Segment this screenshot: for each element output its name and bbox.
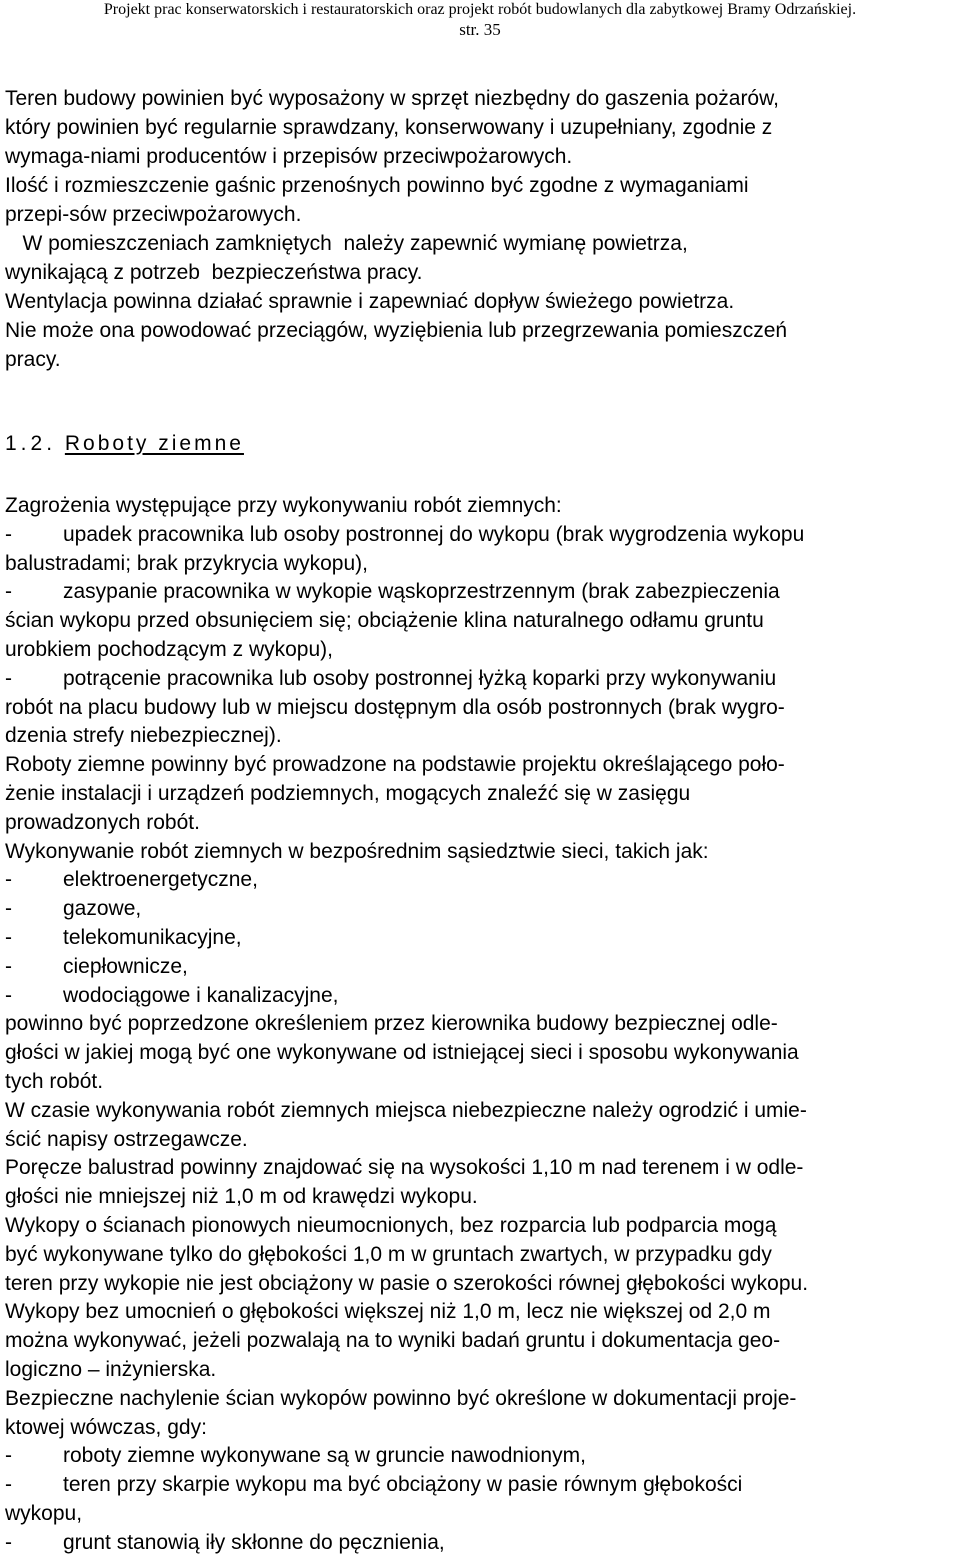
line-text: dzenia strefy niebezpiecznej). (5, 724, 282, 748)
line-text: żenie instalacji i urządzeń podziemnych, mogących znaleźć się w zasięgu (5, 781, 691, 805)
line-text: W czasie wykonywania robót ziemnych miejsca niebezpieczne należy ogrodzić i umie- (5, 1098, 807, 1122)
text-line (5, 492, 957, 521)
line-text: logiczno – inżynierska. (5, 1357, 217, 1381)
line-text: można wykonywać, jeżeli pozwalają na to wyniki badań gruntu i dokumentacja geo- (5, 1329, 781, 1353)
text-line: Teren budowy powinien być wyposażony w sprzęt niezbędny do gaszenia pożarów, (5, 87, 779, 110)
line-text: zasypanie pracownika w wykopie wąskoprzestrzennym (brak zabezpieczenia (63, 580, 780, 604)
text-line (5, 1126, 957, 1155)
line-text: Zagrożenia występujące przy wykonywaniu robót ziemnych: (5, 494, 562, 517)
text-line (5, 1327, 957, 1356)
line-text: teren przy wykopie nie jest obciążony w pasie o szerokości równej głębokości wykopu. (5, 1271, 809, 1295)
list-dash: - (5, 522, 12, 546)
line-text: Wykopy bez umocnień o głębokości większej niż 1,0 m, lecz nie większej od 2,0 m (5, 1300, 771, 1324)
line-text: robót na placu budowy lub w miejscu dostępnym dla osób postronnych (brak wygro- (5, 695, 785, 719)
line-text: wykopu, (5, 1501, 83, 1525)
section-heading (5, 429, 957, 458)
text-line: pracy. (5, 348, 61, 371)
text-line (5, 1039, 957, 1068)
text-line (5, 1097, 957, 1126)
blank-line (5, 374, 957, 403)
list-dash: - (5, 1530, 12, 1554)
list-dash: - (5, 954, 12, 978)
text-line (5, 1298, 957, 1327)
line-text: elektroenergetyczne, (63, 868, 258, 892)
text-line (5, 694, 957, 723)
line-text: powinno być poprzedzone określeniem przez kierownika budowy bezpiecznej odle- (5, 1012, 778, 1036)
text-line: Nie może ona powodować przeciągów, wyziębienia lub przegrzewania pomieszczeń (5, 319, 788, 342)
text-line (5, 1270, 957, 1299)
text-line (5, 1241, 957, 1270)
line-text: Roboty ziemne powinny być prowadzone na podstawie projektu określającego poło- (5, 753, 785, 777)
list-item (5, 1442, 957, 1471)
line-text: wodociągowe i kanalizacyjne, (63, 983, 339, 1007)
text-line (5, 751, 957, 780)
document-body (5, 84, 957, 1557)
text-line (5, 780, 957, 809)
line-text: Bezpieczne nachylenie ścian wykopów powinno być określone w dokumentacji proje- (5, 1386, 797, 1410)
line-text: ścić napisy ostrzegawcze. (5, 1127, 248, 1151)
text-line: wymaga-niami producentów i przepisów przeciwpożarowych. (5, 145, 573, 168)
list-dash: - (5, 1473, 12, 1497)
section-content (5, 492, 957, 1557)
text-line (5, 1068, 957, 1097)
list-dash: - (5, 580, 12, 604)
text-line (5, 1010, 957, 1039)
list-item (5, 866, 957, 895)
text-line (5, 1500, 957, 1529)
line-text: urobkiem pochodzącym z wykopu), (5, 637, 333, 661)
list-dash: - (5, 868, 12, 892)
text-line (5, 1385, 957, 1414)
text-line (5, 607, 957, 636)
line-text: prowadzonych robót. (5, 810, 200, 834)
text-line: Wentylacja powinna działać sprawnie i zapewniać dopływ świeżego powietrza. (5, 290, 735, 313)
text-line: W pomieszczeniach zamkniętych należy zapewnić wymianę powietrza, (5, 232, 688, 255)
intro-paragraph (5, 84, 957, 374)
line-text: ktowej wówczas, gdy: (5, 1415, 207, 1439)
text-line (5, 1414, 957, 1443)
text-line (5, 1183, 957, 1212)
text-line (5, 722, 957, 751)
line-text: ciepłownicze, (63, 954, 188, 978)
list-item (5, 924, 957, 953)
line-text: głości nie mniejszej niż 1,0 m od krawędzi wykopu. (5, 1185, 478, 1209)
document-title: Projekt prac konserwatorskich i restauratorskich oraz projekt robót budowlanych dla zabytkowej Bramy Odrzańskiej. (103, 1, 857, 18)
line-text: teren przy skarpie wykopu ma być obciążony w pasie równym głębokości (63, 1473, 743, 1497)
list-item (5, 665, 957, 694)
line-text: grunt stanowią iły skłonne do pęcznienia, (63, 1530, 445, 1554)
list-dash: - (5, 1444, 12, 1468)
line-text: balustradami; brak przykrycia wykopu), (5, 551, 368, 575)
text-line (5, 1212, 957, 1241)
list-dash: - (5, 925, 12, 949)
text-line (5, 550, 957, 579)
list-dash: - (5, 983, 12, 1007)
text-line: przepi-sów przeciwpożarowych. (5, 203, 302, 226)
list-item (5, 953, 957, 982)
list-item (5, 1529, 957, 1557)
text-line: wynikającą z potrzeb bezpieczeństwa pracy. (5, 261, 423, 284)
text-line (5, 636, 957, 665)
list-dash: - (5, 666, 12, 690)
list-item (5, 578, 957, 607)
line-text: Wykopy o ścianach pionowych nieumocnionych, bez rozparcia lub podparcia mogą (5, 1213, 777, 1237)
text-line (5, 1154, 957, 1183)
line-text: Wykonywanie robót ziemnych w bezpośrednim sąsiedztwie sieci, takich jak: (5, 839, 709, 863)
text-line (5, 838, 957, 867)
text-line (5, 809, 957, 838)
list-item (5, 521, 957, 550)
line-text: ścian wykopu przed obsunięciem się; obciążenie klina naturalnego odłamu gruntu (5, 609, 764, 633)
line-text: roboty ziemne wykonywane są w gruncie nawodnionym, (63, 1444, 586, 1468)
line-text: potrącenie pracownika lub osoby postronnej łyżką koparki przy wykonywaniu (63, 666, 777, 690)
list-item (5, 982, 957, 1011)
line-text: głości w jakiej mogą być one wykonywane od istniejącej sieci i sposobu wykonywania (5, 1041, 799, 1065)
line-text: być wykonywane tylko do głębokości 1,0 m w gruntach zwartych, w przypadku gdy (5, 1242, 772, 1266)
list-item (5, 1471, 957, 1500)
line-text: upadek pracownika lub osoby postronnej do wykopu (brak wygrodzenia wykopu (63, 522, 805, 546)
section-number: 1.2. (5, 432, 57, 455)
line-text: tych robót. (5, 1069, 104, 1093)
page-number: str. 35 (459, 20, 501, 39)
list-item (5, 895, 957, 924)
section-title: Roboty ziemne (64, 432, 244, 455)
line-text: telekomunikacyjne, (63, 925, 242, 949)
text-line: który powinien być regularnie sprawdzany, konserwowany i uzupełniany, zgodnie z (5, 116, 773, 139)
page-header (0, 0, 960, 40)
line-text: gazowe, (63, 897, 142, 921)
text-line (5, 1356, 957, 1385)
list-dash: - (5, 897, 12, 921)
line-text: Poręcze balustrad powinny znajdować się na wysokości 1,10 m nad terenem i w odle- (5, 1156, 804, 1180)
text-line: Ilość i rozmieszczenie gaśnic przenośnych powinno być zgodne z wymaganiami (5, 174, 749, 197)
